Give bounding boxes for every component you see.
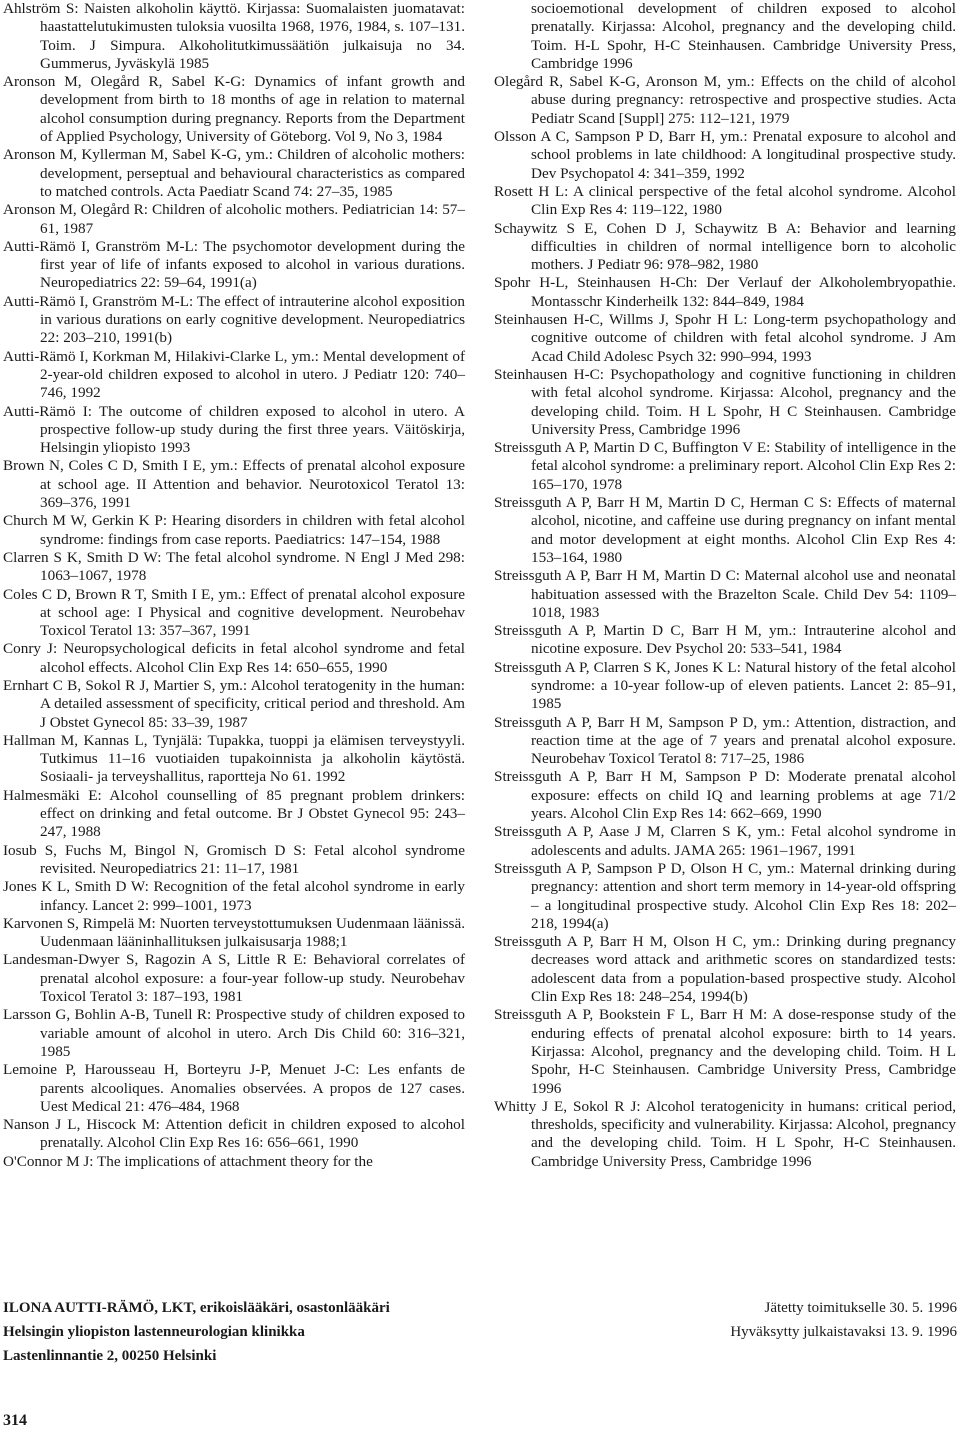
- reference-entry: socioemotional development of children exposed to alcohol prenatally. Kirjassa: Alcohol, pregnancy and the developing child. Toim. H-L Spohr, H-C Steinhausen. Cambridge University Press, Cambridge 1996: [531, 0, 956, 72]
- reference-entry: Karvonen S, Rimpelä M: Nuorten terveystottumuksen Uudenmaan läänissä. Uudenmaan lääninhallituksen julkaisusarja 1988;1: [3, 914, 465, 951]
- reference-entry: Landesman-Dwyer S, Ragozin A S, Little R E: Behavioral correlates of prenatal alcohol exposure: a four-year follow-up study. Neurobehav Toxicol Teratol 3: 187–193, 1981: [3, 951, 465, 1006]
- reference-entry: Streissguth A P, Barr H M, Martin D C: Maternal alcohol use and neonatal habituation assessed with the Brazelton Scale. Child Dev 54: 1109–1018, 1983: [494, 567, 956, 621]
- reference-entry: Larsson G, Bohlin A-B, Tunell R: Prospective study of children exposed to variable amount of alcohol in utero. Arch Dis Child 60: 316–321, 1985: [3, 1006, 465, 1060]
- reference-entry: Streissguth A P, Barr H M, Martin D C, Herman C S: Effects of maternal alcohol, nicotine, and caffeine use during pregnancy on infant mental and motor development at eight months. Alcohol Clin Exp Res 4: 153–164, 1980: [494, 494, 956, 566]
- reference-entry: Autti-Rämö I, Korkman M, Hilakivi-Clarke L, ym.: Mental development of 2-year-old children exposed to alcohol in utero. J Pediatr 120: 740–746, 1992: [3, 347, 465, 402]
- reference-entry: Halmesmäki E: Alcohol counselling of 85 pregnant problem drinkers: effect on drinking and fetal outcome. Br J Obstet Gynecol 95: 243–247, 1988: [3, 786, 465, 841]
- reference-entry: Streissguth A P, Martin D C, Buffington V E: Stability of intelligence in the fetal alcohol syndrome: a preliminary report. Alcohol Clin Exp Res 2: 165–170, 1978: [494, 439, 956, 493]
- page-number: 314: [3, 1412, 27, 1429]
- reference-entry: Brown N, Coles C D, Smith I E, ym.: Effects of prenatal alcohol exposure at school age. II Attention and behavior. Neurotoxicol Teratol 13: 369–376, 1991: [3, 457, 465, 512]
- reference-entry: Ernhart C B, Sokol R J, Martier S, ym.: Alcohol teratogenity in the human: A detailed assessment of specificity, critical period and threshold. Am J Obstet Gynecol 85: 33–39, 1987: [3, 676, 465, 731]
- reference-entry: O'Connor M J: The implications of attachment theory for the: [3, 1152, 373, 1170]
- reference-entry: Clarren S K, Smith D W: The fetal alcohol syndrome. N Engl J Med 298: 1063–1067, 1978: [3, 548, 465, 585]
- accepted-date: Hyväksytty julkaistavaksi 13. 9. 1996: [730, 1324, 957, 1340]
- reference-entry: Conry J: Neuropsychological deficits in fetal alcohol syndrome and fetal alcohol effects. Alcohol Clin Exp Res 14: 650–655, 1990: [3, 640, 465, 676]
- reference-entry: Olegård R, Sabel K-G, Aronson M, ym.: Effects on the child of alcohol abuse during pregnancy: retrospective and prospective studies. Acta Pediatr Scand [Suppl] 275: 112–121, 1979: [494, 73, 956, 127]
- reference-entry: Aronson M, Olegård R: Children of alcoholic mothers. Pediatrician 14: 57–61, 1987: [3, 201, 465, 237]
- reference-entry: Rosett H L: A clinical perspective of the fetal alcohol syndrome. Alcohol Clin Exp Res 4: 119–122, 1980: [494, 182, 956, 219]
- reference-entry: Nanson J L, Hiscock M: Attention deficit in children exposed to alcohol prenatally. Alcohol Clin Exp Res 16: 656–661, 1990: [3, 1116, 465, 1152]
- reference-entry: Jones K L, Smith D W: Recognition of the fetal alcohol syndrome in early infancy. Lancet 2: 999–1001, 1973: [3, 878, 465, 914]
- reference-entry: Autti-Rämö I, Granström M-L: The effect of intrauterine alcohol exposition in various durations on early cognitive development. Neuropediatrics 22: 203–210, 1991(b): [3, 292, 465, 347]
- left-reference-column: [3, 0, 465, 1171]
- author-name: ILONA AUTTI-RÄMÖ, LKT, erikoislääkäri, osastonlääkäri: [3, 1300, 390, 1316]
- reference-entry: Streissguth A P, Aase J M, Clarren S K, ym.: Fetal alcohol syndrome in adolescents and adults. JAMA 265: 1961–1967, 1991: [494, 823, 956, 859]
- reference-entry: Autti-Rämö I: The outcome of children exposed to alcohol in utero. A prospective follow-up study during the first three years. Väitöskirja, Helsingin yliopisto 1993: [3, 402, 465, 457]
- reference-entry: Streissguth A P, Bookstein F L, Barr H M: A dose-response study of the enduring effects of prenatal alcohol exposure: birth to 14 years. Kirjassa: Alcohol, pregnancy and the developing child. Toim. H L Spohr, H-C Steinhausen. Cambridge University Press, Cambridge 1996: [494, 1006, 956, 1097]
- author-address: Lastenlinnantie 2, 00250 Helsinki: [3, 1348, 217, 1364]
- reference-entry: Streissguth A P, Barr H M, Sampson P D, ym.: Attention, distraction, and reaction time at the age of 7 years and prenatal alcohol exposure. Neurobehav Toxicol Teratol 8: 717–25, 1986: [494, 713, 956, 768]
- reference-entry: Streissguth A P, Martin D C, Barr H M, ym.: Intrauterine alcohol and nicotine exposure. Dev Psychol 20: 533–541, 1984: [494, 622, 956, 658]
- reference-entry: Olsson A C, Sampson P D, Barr H, ym.: Prenatal exposure to alcohol and school problems in late childhood: A longitudinal prospective study. Dev Psychopatol 4: 341–359, 1992: [494, 128, 956, 182]
- reference-entry: Hallman M, Kannas L, Tynjälä: Tupakka, tuoppi ja elämisen terveystyyli. Tutkimus 11–16 vuotiaiden tupakoinnista ja alkoholin käytöstä. Sosiaali- ja terveyshallitus, raportteja No 61. 1992: [3, 731, 465, 786]
- author-info: [3, 1296, 390, 1368]
- reference-entry: Autti-Rämö I, Granström M-L: The psychomotor development during the first year of life of infants exposed to alcohol in various durations. Neuropediatrics 22: 59–64, 1991(a): [3, 237, 465, 292]
- reference-entry: Lemoine P, Harousseau H, Borteyru J-P, Menuet J-C: Les enfants de parents alcooliques. Anomalies observées. A propos de 127 cases. Uest Medical 21: 476–484, 1968: [3, 1061, 465, 1115]
- reference-entry: Streissguth A P, Barr H M, Sampson P D: Moderate prenatal alcohol exposure: effects on child IQ and learning problems at age 71/2 years. Alcohol Clin Exp Res 14: 662–669, 1990: [494, 768, 956, 823]
- reference-entry: Streissguth A P, Clarren S K, Jones K L: Natural history of the fetal alcohol syndrome: a 10-year follow-up of eleven patients. Lancet 2: 85–91, 1985: [494, 658, 956, 713]
- received-date: Jätetty toimitukselle 30. 5. 1996: [764, 1300, 957, 1316]
- reference-entry: Coles C D, Brown R T, Smith I E, ym.: Effect of prenatal alcohol exposure at school age: I Physical and cognitive development. Neurobehav Toxicol Teratol 13: 357–367, 1991: [3, 585, 465, 640]
- reference-entry: Schaywitz S E, Cohen D J, Schaywitz B A: Behavior and learning difficulties in children of normal intelligence born to alcoholic mothers. J Pediatr 96: 978–982, 1980: [494, 219, 956, 274]
- reference-entry: Church M W, Gerkin K P: Hearing disorders in children with fetal alcohol syndrome: findings from case reports. Paediatrics: 147–154, 1988: [3, 512, 465, 548]
- right-reference-column: [494, 0, 956, 1171]
- reference-entry: Streissguth A P, Sampson P D, Olson H C, ym.: Maternal drinking during pregnancy: attention and short term memory in 14-year-old offspring – a longitudinal prospective study. Alcohol Clin Exp Res 18: 202–218, 1994(a): [494, 859, 956, 932]
- reference-entry: Aronson M, Olegård R, Sabel K-G: Dynamics of infant growth and development from birth to 18 months of age in relation to maternal alcohol consumption during pregnancy. Reports from the Department of Applied Psychology, University of Göteborg. Vol 9, No 3, 1984: [3, 73, 465, 146]
- reference-entry: Steinhausen H-C: Psychopathology and cognitive functioning in children with fetal alcohol syndrome. Kirjassa: Alcohol, pregnancy and the developing child. Toim. H L Spohr, H C Steinhausen. Cambridge University Press, Cambridge 1996: [494, 365, 956, 438]
- reference-entry: Whitty J E, Sokol R J: Alcohol teratogenicity in humans: critical period, thresholds, specificity and vulnerability. Kirjassa: Alcohol, pregnancy and the developing child. Toim. H L Spohr, H-C Steinhausen. Cambridge University Press, Cambridge 1996: [494, 1097, 956, 1170]
- reference-entry: Spohr H-L, Steinhausen H-Ch: Der Verlauf der Alkoholembryopathie. Montasschr Kinderheilk 132: 844–849, 1984: [494, 274, 956, 310]
- reference-entry: Ahlström S: Naisten alkoholin käyttö. Kirjassa: Suomalaisten juomatavat: haastattelutukimusten tuloksia vuosilta 1968, 1976, 1984, s. 107–131. Toim. J Simpura. Alkoholitutkimussäätiön julkaisuja no 34. Gummerus, Jyväskylä 1985: [3, 0, 465, 72]
- reference-entry: Iosub S, Fuchs M, Bingol N, Gromisch D S: Fetal alcohol syndrome revisited. Neuropediatrics 21: 11–17, 1981: [3, 841, 465, 877]
- reference-entry: Steinhausen H-C, Willms J, Spohr H L: Long-term psychopathology and cognitive outcome of children with fetal alcohol syndrome. J Am Acad Child Adolesc Psych 32: 990–994, 1993: [494, 311, 956, 365]
- reference-entry: Streissguth A P, Barr H M, Olson H C, ym.: Drinking during pregnancy decreases word attack and arithmetic scores on standardized tests: adolescent data from a population-based prospective study. Alcohol Clin Exp Res 18: 248–254, 1994(b): [494, 933, 956, 1006]
- author-clinic: Helsingin yliopiston lastenneurologian klinikka: [3, 1324, 305, 1340]
- reference-entry: Aronson M, Kyllerman M, Sabel K-G, ym.: Children of alcoholic mothers: development, perseptual and behavioural characteristics as compared to matched controls. Acta Paediatr Scand 74: 27–35, 1985: [3, 146, 465, 200]
- submission-dates: [730, 1296, 957, 1344]
